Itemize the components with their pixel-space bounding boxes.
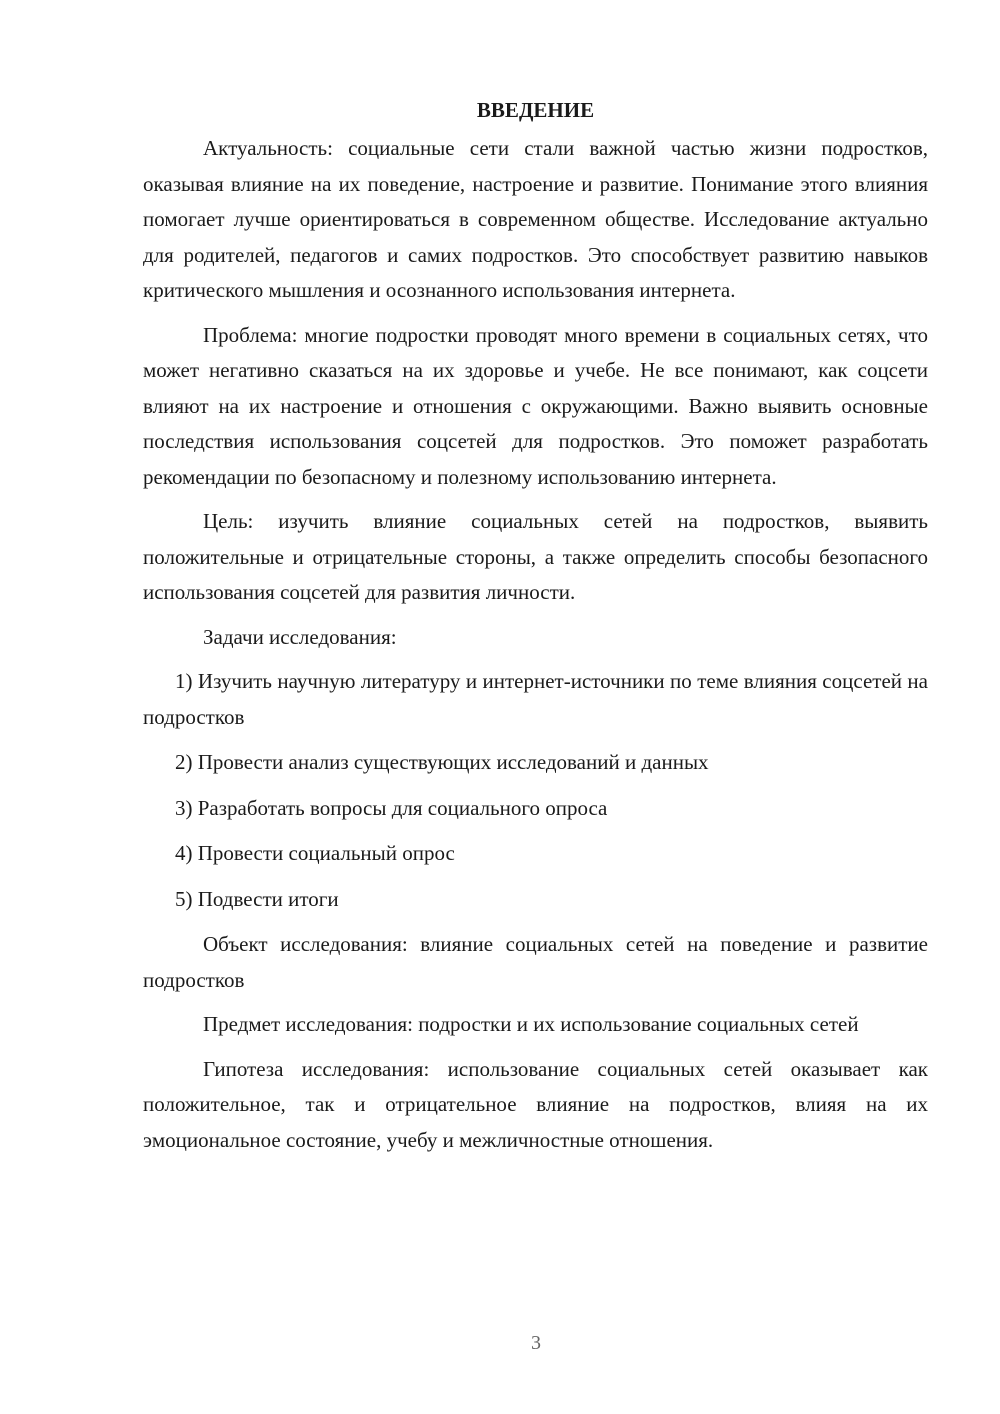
hypothesis-paragraph: Гипотеза исследования: использование социальных сетей оказывает как положительное, так и отрицательное влияние на подростков, влияя на их эмоциональное состояние, учебу и межличностные отношения. <box>143 1056 928 1152</box>
object-paragraph: Объект исследования: влияние социальных сетей на поведение и развитие подростков <box>143 932 928 992</box>
tasks-title: Задачи исследования: <box>203 624 397 649</box>
task-item-1: 1) Изучить научную литературу и интернет-источники по теме влияния соцсетей на подростков <box>143 669 928 729</box>
subject-paragraph: Предмет исследования: подростки и их использование социальных сетей <box>203 1012 859 1036</box>
task-item-4: 4) Провести социальный опрос <box>175 841 455 865</box>
page-number: 3 <box>531 1332 541 1354</box>
goal-paragraph: Цель: изучить влияние социальных сетей на подростков, выявить положительные и отрицательные стороны, а также определить способы безопасного использования соцсетей для развития личности. <box>143 509 928 604</box>
document-page <box>143 95 928 1167</box>
task-item-5: 5) Подвести итоги <box>175 886 339 911</box>
task-item-3: 3) Разработать вопросы для социального опроса <box>175 795 608 820</box>
problem-paragraph: Проблема: многие подростки проводят много времени в социальных сетях, что может негативно сказаться на их здоровье и учебе. Не все понимают, как соцсети влияют на их настроение и отношения с окружающими. Важно выявить основные последствия использования соцсетей для подростков. Это поможет разработать рекомендации по безопасному и полезному использованию интернета. <box>143 322 928 489</box>
task-item-2: 2) Провести анализ существующих исследований и данных <box>175 750 709 774</box>
page-title: ВВЕДЕНИЕ <box>476 98 595 122</box>
relevance-paragraph: Актуальность: социальные сети стали важной частью жизни подростков, оказывая влияние на их поведение, настроение и развитие. Понимание этого влияния помогает лучше ориентироваться в современном обществе. Исследование актуально для родителей, педагогов и самих подростков. Это способствует развитию навыков критического мышления и осознанного использования интернета. <box>143 136 928 302</box>
